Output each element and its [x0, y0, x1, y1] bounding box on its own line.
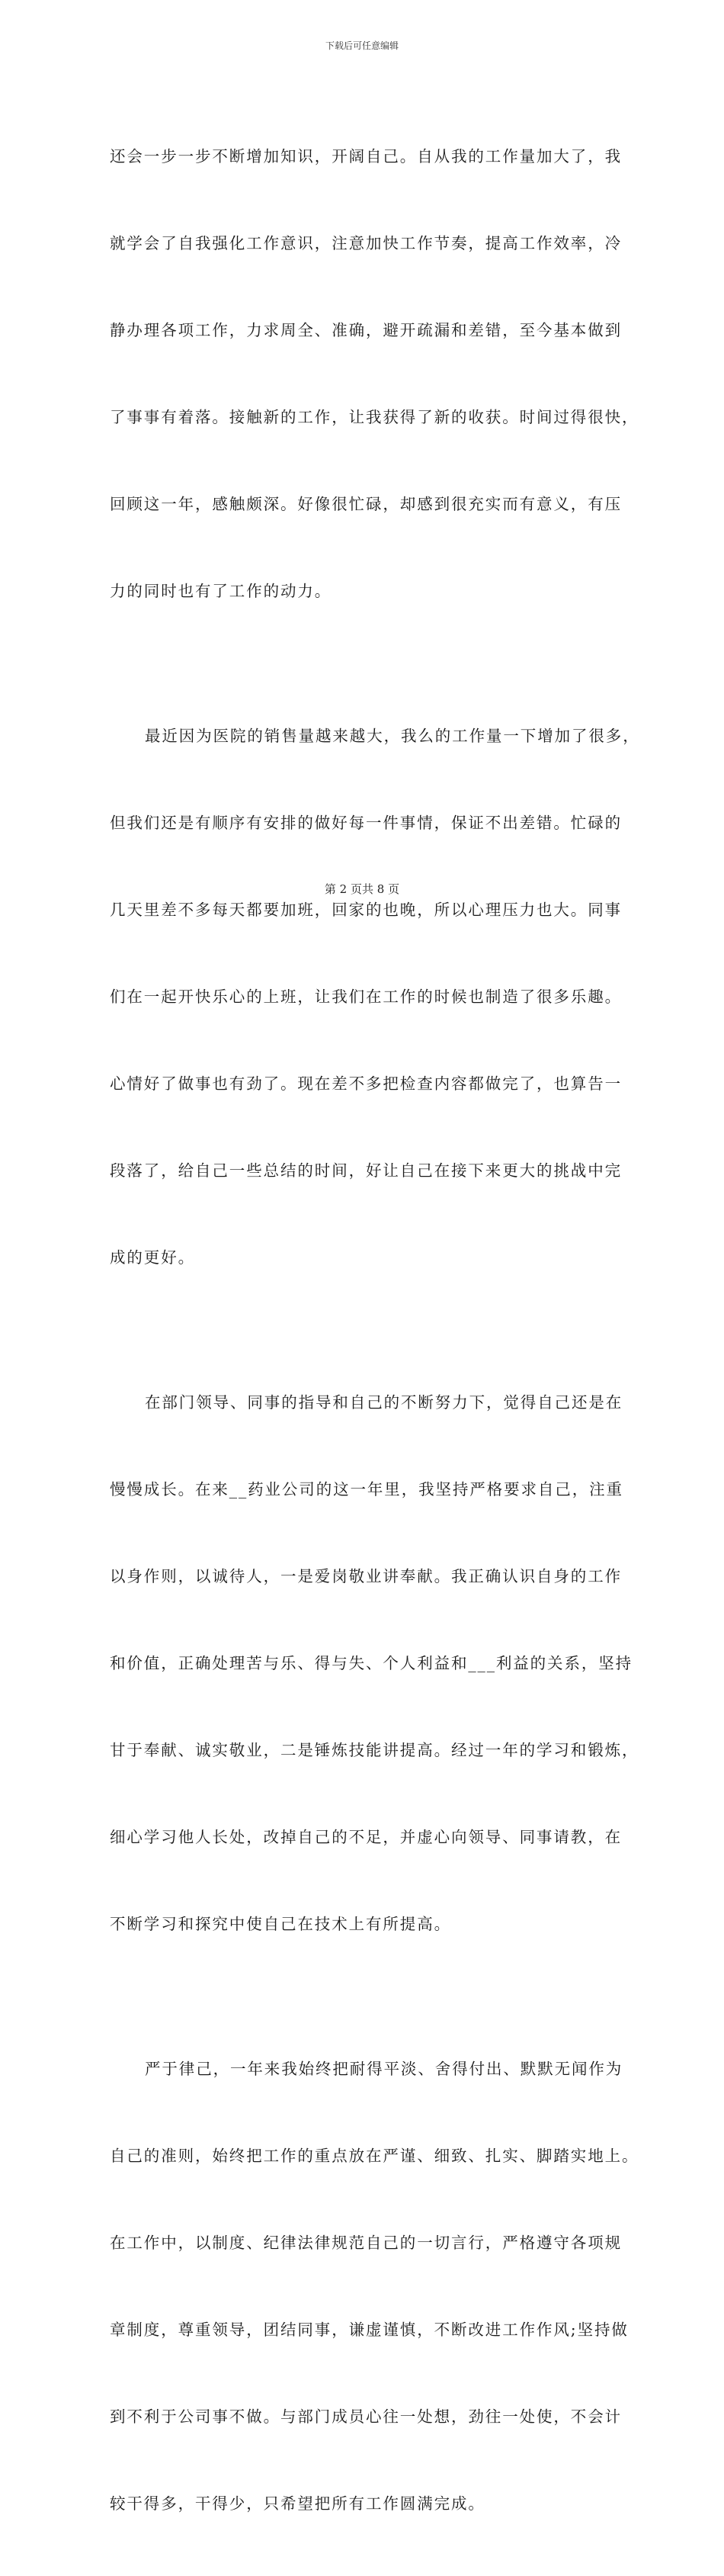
text-line: 了事事有着落。接触新的工作，让我获得了新的收获。时间过得很快， [110, 408, 639, 426]
text-line: 在工作中，以制度、纪律法律规范自己的一切言行，严格遵守各项规 [110, 2234, 622, 2252]
page-footer: 第 2 页共 8 页 [324, 882, 400, 896]
text-line: 成的更好。 [110, 1248, 195, 1267]
text-line: 到不利于公司事不做。与部门成员心往一处想，劲往一处使，不会计 [110, 2407, 622, 2426]
text-line: 慢慢成长。在来__药业公司的这一年里，我坚持严格要求自己，注重 [110, 1480, 623, 1498]
text-line: 但我们还是有顺序有安排的做好每一件事情，保证不出差错。忙碌的 [110, 814, 622, 832]
paragraph-1 [110, 84, 639, 663]
text-line: 甘于奉献、诚实敬业，二是锤炼技能讲提高。经过一年的学习和锻炼， [110, 1741, 639, 1759]
text-line: 就学会了自我强化工作意识，注意加快工作节奏，提高工作效率，冷 [110, 234, 622, 252]
text-line: 们在一起开快乐心的上班，让我们在工作的时候也制造了很多乐趣。 [110, 988, 622, 1006]
text-line: 回顾这一年，感触颇深。好像很忙碌，却感到很充实而有意义，有压 [110, 495, 622, 513]
document-body [110, 84, 640, 2576]
paragraph-3 [110, 1330, 639, 1996]
text-line: 不断学习和探究中使自己在技术上有所提高。 [110, 1915, 451, 1933]
text-line: 心情好了做事也有劲了。现在差不多把检查内容都做完了，也算告一 [110, 1074, 622, 1093]
text-line: 严于律己，一年来我始终把耐得平淡、舍得付出、默默无闻作为 [145, 2060, 623, 2078]
paragraph-2 [110, 663, 640, 1330]
text-line: 静办理各项工作，力求周全、准确，避开疏漏和差错，至今基本做到 [110, 321, 622, 339]
text-line: 以身作则，以诚待人，一是爱岗敬业讲奉献。我正确认识自身的工作 [110, 1567, 622, 1585]
text-line: 自己的准则，始终把工作的重点放在严谨、细致、扎实、脚踏实地上。 [110, 2147, 639, 2165]
text-line: 较干得多，干得少，只希望把所有工作圆满完成。 [110, 2494, 485, 2513]
text-line: 最近因为医院的销售量越来越大，我么的工作量一下增加了很多， [145, 727, 640, 745]
text-line: 几天里差不多每天都要加班，回家的也晚，所以心理压力也大。同事 [110, 901, 622, 919]
text-line: 章制度，尊重领导，团结同事，谦虚谨慎，不断改进工作作风;坚持做 [110, 2321, 629, 2339]
text-line: 力的同时也有了工作的动力。 [110, 582, 332, 600]
page-header: 下载后可任意编辑 [325, 40, 399, 51]
text-line: 段落了，给自己一些总结的时间，好让自己在接下来更大的挑战中完 [110, 1161, 622, 1180]
paragraph-4 [110, 1996, 639, 2576]
text-line: 和价值，正确处理苦与乐、得与失、个人利益和___利益的关系，坚持 [110, 1654, 633, 1672]
text-line: 细心学习他人长处，改掉自己的不足，并虚心向领导、同事请教，在 [110, 1828, 622, 1846]
text-line: 在部门领导、同事的指导和自己的不断努力下，觉得自己还是在 [145, 1393, 623, 1412]
text-line: 还会一步一步不断增加知识，开阔自己。自从我的工作量加大了，我 [110, 147, 622, 165]
